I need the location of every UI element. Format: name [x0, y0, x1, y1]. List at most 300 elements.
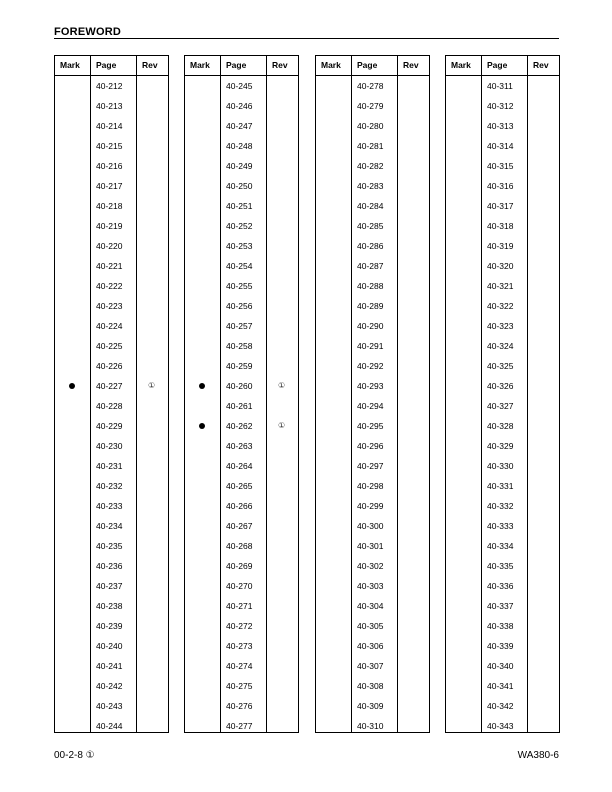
rev-cell [267, 436, 298, 456]
page-cell: 40-292 [357, 361, 384, 371]
mark-cell [316, 436, 352, 456]
rev-cell [137, 456, 168, 476]
mark-cell [55, 456, 91, 476]
page-cell: 40-311 [487, 81, 513, 91]
mark-cell [55, 216, 91, 236]
mark-cell [55, 576, 91, 596]
rev-cell [398, 416, 429, 436]
mark-cell [446, 236, 482, 256]
page-cell: 40-214 [96, 121, 123, 131]
rev-cell [528, 456, 559, 476]
rev-cell [137, 76, 168, 96]
page-cell: 40-289 [357, 301, 384, 311]
mark-cell [55, 536, 91, 556]
rev-cell [137, 556, 168, 576]
table-row [446, 376, 559, 396]
table-row [55, 616, 168, 636]
page-cell: 40-274 [226, 661, 253, 671]
page-cell: 40-261 [226, 401, 253, 411]
table-row [446, 636, 559, 656]
rev-cell [398, 156, 429, 176]
table-row [185, 716, 298, 736]
mark-cell [55, 716, 91, 736]
mark-cell [185, 116, 221, 136]
rev-cell [137, 216, 168, 236]
table-row [185, 316, 298, 336]
rev-cell [398, 516, 429, 536]
rev-cell [137, 476, 168, 496]
mark-cell [185, 576, 221, 596]
mark-cell [55, 416, 91, 436]
mark-cell [316, 356, 352, 376]
page-cell: 40-321 [487, 281, 514, 291]
page-cell: 40-227 [96, 381, 123, 391]
page-cell: 40-225 [96, 341, 123, 351]
rev-cell [137, 516, 168, 536]
mark-cell [55, 276, 91, 296]
page-cell: 40-238 [96, 601, 123, 611]
mark-cell [55, 636, 91, 656]
mark-cell [446, 576, 482, 596]
revision-mark-icon [199, 383, 205, 389]
page-cell: 40-310 [357, 721, 384, 731]
table-row [185, 156, 298, 176]
page-cell: 40-266 [226, 501, 253, 511]
page-cell: 40-284 [357, 201, 384, 211]
rev-cell [267, 696, 298, 716]
mark-cell [316, 216, 352, 236]
table-row [55, 576, 168, 596]
mark-cell [185, 536, 221, 556]
table-row [185, 116, 298, 136]
mark-cell [185, 196, 221, 216]
page-cell: 40-253 [226, 241, 253, 251]
mark-cell [185, 76, 221, 96]
page-cell: 40-247 [226, 121, 253, 131]
rev-cell [398, 396, 429, 416]
table-row [185, 76, 298, 96]
page-cell: 40-309 [357, 701, 384, 711]
mark-cell [185, 496, 221, 516]
table-row [446, 276, 559, 296]
rev-cell [267, 576, 298, 596]
rev-cell [267, 456, 298, 476]
page-cell: 40-306 [357, 641, 384, 651]
page-cell: 40-282 [357, 161, 384, 171]
rev-cell [267, 476, 298, 496]
revision-number: ① [148, 381, 156, 390]
rev-cell [267, 296, 298, 316]
table-row [446, 356, 559, 376]
rev-cell [528, 716, 559, 736]
page-cell: 40-264 [226, 461, 253, 471]
page-cell: 40-338 [487, 621, 514, 631]
page-number: 00-2-8 ① [54, 750, 95, 761]
mark-cell [446, 96, 482, 116]
page-cell: 40-250 [226, 181, 253, 191]
page-cell: 40-300 [357, 521, 384, 531]
rev-cell [137, 696, 168, 716]
mark-cell [185, 276, 221, 296]
page-cell: 40-259 [226, 361, 253, 371]
mark-cell [185, 556, 221, 576]
mark-cell [316, 516, 352, 536]
revision-table-1 [54, 55, 169, 733]
rev-cell [137, 636, 168, 656]
page-cell: 40-314 [487, 141, 514, 151]
table-row [446, 536, 559, 556]
rev-cell [398, 116, 429, 136]
page-cell: 40-288 [357, 281, 384, 291]
mark-cell [55, 596, 91, 616]
mark-cell [446, 516, 482, 536]
table-row [316, 656, 429, 676]
rev-cell [528, 276, 559, 296]
rev-cell [267, 76, 298, 96]
table-row [55, 656, 168, 676]
table-row [316, 336, 429, 356]
page-cell: 40-332 [487, 501, 514, 511]
mark-cell [446, 676, 482, 696]
page-cell: 40-323 [487, 321, 514, 331]
header-rule [54, 38, 559, 39]
table-row [446, 516, 559, 536]
mark-cell [55, 156, 91, 176]
mark-cell [55, 116, 91, 136]
page-cell: 40-237 [96, 581, 123, 591]
page-cell: 40-239 [96, 621, 123, 631]
mark-cell [55, 336, 91, 356]
page-cell: 40-308 [357, 681, 384, 691]
table-row [316, 636, 429, 656]
rev-cell [267, 616, 298, 636]
rev-cell [398, 196, 429, 216]
rev-cell [267, 236, 298, 256]
mark-cell [316, 296, 352, 316]
mark-cell [446, 656, 482, 676]
table-row [316, 476, 429, 496]
mark-cell [446, 116, 482, 136]
rev-cell [528, 396, 559, 416]
rev-cell [398, 216, 429, 236]
page-cell: 40-285 [357, 221, 384, 231]
table-row [55, 96, 168, 116]
table-row [185, 436, 298, 456]
mark-cell [185, 236, 221, 256]
rev-cell [528, 536, 559, 556]
table-row [185, 676, 298, 696]
table-row [316, 276, 429, 296]
table-row [316, 496, 429, 516]
rev-cell [528, 496, 559, 516]
page-cell: 40-290 [357, 321, 384, 331]
mark-cell [446, 136, 482, 156]
table-row [55, 216, 168, 236]
mark-cell [185, 216, 221, 236]
rev-cell [398, 596, 429, 616]
rev-cell [137, 356, 168, 376]
page-cell: 40-249 [226, 161, 253, 171]
revision-table-4 [445, 55, 560, 733]
rev-cell [528, 336, 559, 356]
page-cell: 40-213 [96, 101, 123, 111]
mark-cell [185, 476, 221, 496]
page-cell: 40-298 [357, 481, 384, 491]
mark-cell [185, 416, 221, 436]
table-row [446, 676, 559, 696]
rev-cell [528, 376, 559, 396]
rev-cell [137, 116, 168, 136]
mark-cell [55, 556, 91, 576]
page-cell: 40-232 [96, 481, 123, 491]
table-row [316, 436, 429, 456]
rev-cell [267, 556, 298, 576]
rev-cell [398, 436, 429, 456]
mark-cell [316, 496, 352, 516]
table-row [316, 316, 429, 336]
mark-cell [55, 376, 91, 396]
table-row [446, 616, 559, 636]
page-cell: 40-336 [487, 581, 514, 591]
mark-cell [185, 336, 221, 356]
mark-cell [446, 496, 482, 516]
mark-cell [446, 316, 482, 336]
mark-cell [316, 136, 352, 156]
mark-cell [185, 436, 221, 456]
table-row [55, 256, 168, 276]
mark-cell [446, 216, 482, 236]
table-row [446, 656, 559, 676]
table-row [55, 716, 168, 736]
rev-cell [398, 716, 429, 736]
rev-cell [528, 656, 559, 676]
mark-cell [316, 376, 352, 396]
mark-cell [55, 196, 91, 216]
mark-cell [185, 156, 221, 176]
table-row [446, 136, 559, 156]
page-cell: 40-265 [226, 481, 253, 491]
table-header [185, 56, 298, 76]
header-mark: Mark [55, 56, 91, 75]
rev-cell [137, 536, 168, 556]
page-cell: 40-228 [96, 401, 123, 411]
page-cell: 40-304 [357, 601, 384, 611]
mark-cell [55, 136, 91, 156]
page-cell: 40-326 [487, 381, 514, 391]
rev-cell [137, 336, 168, 356]
mark-cell [446, 196, 482, 216]
mark-cell [316, 396, 352, 416]
table-row [55, 396, 168, 416]
rev-cell [398, 296, 429, 316]
page-cell: 40-246 [226, 101, 253, 111]
rev-cell [528, 516, 559, 536]
page-cell: 40-302 [357, 561, 384, 571]
table-row [316, 376, 429, 396]
page-cell: 40-316 [487, 181, 514, 191]
page-cell: 40-244 [96, 721, 123, 731]
table-row [185, 636, 298, 656]
page-cell: 40-291 [357, 341, 384, 351]
table-row [55, 696, 168, 716]
page-cell: 40-279 [357, 101, 384, 111]
mark-cell [55, 656, 91, 676]
page-cell: 40-277 [226, 721, 253, 731]
rev-cell [267, 336, 298, 356]
page-cell: 40-234 [96, 521, 123, 531]
table-row [55, 116, 168, 136]
page-cell: 40-327 [487, 401, 514, 411]
page-cell: 40-297 [357, 461, 384, 471]
rev-cell [267, 176, 298, 196]
rev-cell [528, 96, 559, 116]
mark-cell [316, 116, 352, 136]
table-row [446, 396, 559, 416]
page-cell: 40-303 [357, 581, 384, 591]
table-row [316, 256, 429, 276]
table-row [55, 556, 168, 576]
table-row [55, 316, 168, 336]
rev-cell [267, 216, 298, 236]
page-cell: 40-235 [96, 541, 123, 551]
table-row [185, 216, 298, 236]
mark-cell [185, 256, 221, 276]
mark-cell [316, 416, 352, 436]
mark-cell [316, 276, 352, 296]
rev-cell [398, 236, 429, 256]
mark-cell [316, 576, 352, 596]
page-cell: 40-295 [357, 421, 384, 431]
page-cell: 40-317 [487, 201, 514, 211]
table-row [55, 676, 168, 696]
table-row [55, 76, 168, 96]
page-cell: 40-215 [96, 141, 123, 151]
rev-cell [528, 176, 559, 196]
rev-cell [137, 236, 168, 256]
table-row [446, 216, 559, 236]
mark-cell [55, 696, 91, 716]
mark-cell [185, 316, 221, 336]
revision-table-2 [184, 55, 299, 733]
mark-cell [185, 596, 221, 616]
rev-cell [267, 96, 298, 116]
table-row [185, 196, 298, 216]
page-cell: 40-283 [357, 181, 384, 191]
rev-cell [267, 376, 298, 396]
mark-cell [185, 136, 221, 156]
mark-cell [316, 676, 352, 696]
mark-cell [185, 396, 221, 416]
table-row [55, 156, 168, 176]
mark-cell [55, 96, 91, 116]
rev-cell [398, 136, 429, 156]
header-page: Page [221, 56, 267, 75]
rev-cell [137, 196, 168, 216]
table-row [55, 296, 168, 316]
rev-cell [398, 76, 429, 96]
table-row [316, 236, 429, 256]
mark-cell [446, 596, 482, 616]
mark-cell [55, 256, 91, 276]
rev-cell [398, 336, 429, 356]
rev-cell [137, 616, 168, 636]
page-cell: 40-324 [487, 341, 514, 351]
mark-cell [185, 176, 221, 196]
table-row [55, 196, 168, 216]
mark-cell [446, 356, 482, 376]
table-row [55, 636, 168, 656]
rev-cell [137, 296, 168, 316]
table-row [185, 596, 298, 616]
table-row [316, 536, 429, 556]
mark-cell [185, 636, 221, 656]
table-row [446, 416, 559, 436]
mark-cell [185, 456, 221, 476]
mark-cell [316, 596, 352, 616]
rev-cell [267, 496, 298, 516]
table-row [55, 456, 168, 476]
table-row [316, 596, 429, 616]
rev-cell [528, 216, 559, 236]
rev-cell [528, 316, 559, 336]
page-cell: 40-313 [487, 121, 514, 131]
mark-cell [55, 496, 91, 516]
table-row [185, 496, 298, 516]
page-cell: 40-335 [487, 561, 514, 571]
page-cell: 40-245 [226, 81, 253, 91]
mark-cell [185, 356, 221, 376]
table-row [446, 336, 559, 356]
page-cell: 40-258 [226, 341, 253, 351]
table-row [316, 116, 429, 136]
table-row [185, 516, 298, 536]
rev-cell [528, 296, 559, 316]
page-cell: 40-272 [226, 621, 253, 631]
table-row [316, 616, 429, 636]
rev-cell [398, 356, 429, 376]
mark-cell [446, 76, 482, 96]
table-row [316, 356, 429, 376]
page-cell: 40-229 [96, 421, 123, 431]
table-row [446, 116, 559, 136]
page-cell: 40-224 [96, 321, 123, 331]
page-cell: 40-337 [487, 601, 514, 611]
mark-cell [55, 316, 91, 336]
table-row [185, 376, 298, 396]
table-row [55, 536, 168, 556]
table-row [185, 276, 298, 296]
table-row [316, 576, 429, 596]
rev-cell [528, 356, 559, 376]
table-header [55, 56, 168, 76]
table-row [55, 436, 168, 456]
rev-cell [137, 276, 168, 296]
page-cell: 40-343 [487, 721, 514, 731]
mark-cell [446, 476, 482, 496]
rev-cell [267, 716, 298, 736]
table-row [185, 456, 298, 476]
page-cell: 40-307 [357, 661, 384, 671]
rev-cell [398, 556, 429, 576]
header-rev: Rev [403, 60, 419, 70]
rev-cell [528, 576, 559, 596]
rev-cell [528, 256, 559, 276]
mark-cell [446, 276, 482, 296]
page-cell: 40-241 [96, 661, 123, 671]
revision-table-3 [315, 55, 430, 733]
table-row [316, 96, 429, 116]
table-row [446, 496, 559, 516]
